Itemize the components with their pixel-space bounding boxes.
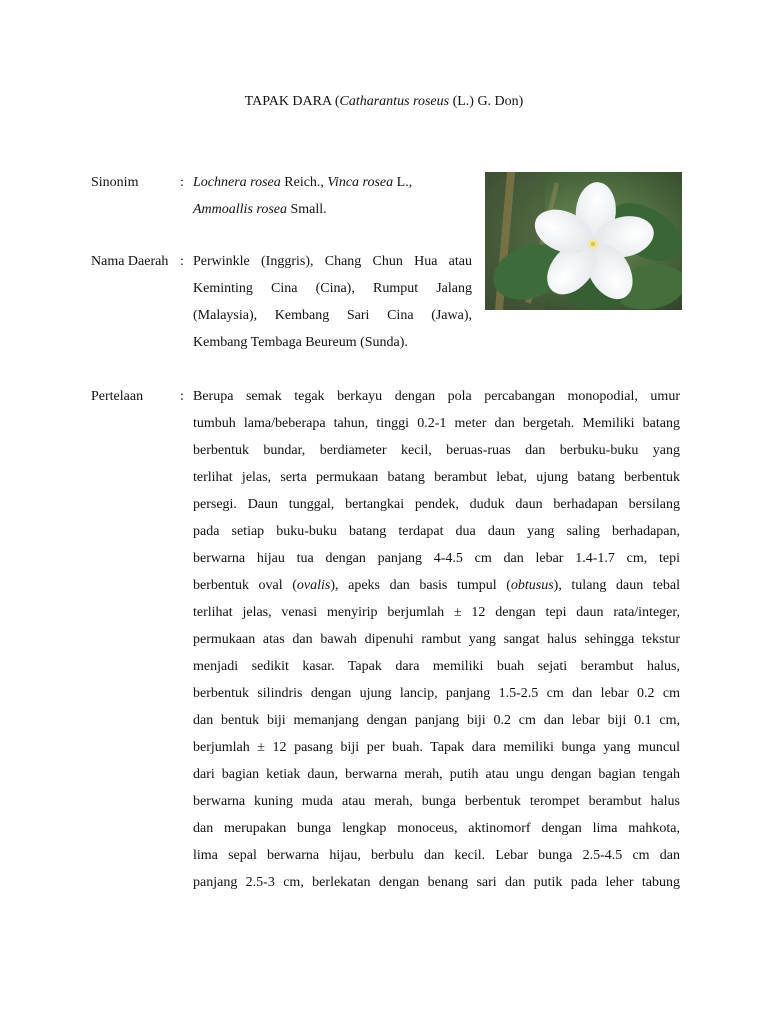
pertelaan-line: berbentuk silindris dengan ujung lancip, panjang 1.5-2.5 cm dan lebar 0.2 cm bbox=[193, 686, 680, 701]
pertelaan-line: permukaan atas dan bawah dipenuhi rambut yang sangat halus sehingga tekstur bbox=[193, 632, 680, 647]
sinonim-label: Sinonim bbox=[91, 175, 139, 190]
pertelaan-line: dari bagian ketiak daun, berwarna merah, putih atau ungu dengan bagian tengah bbox=[193, 767, 680, 782]
page-title: TAPAK DARA (Catharantus roseus (L.) G. Don) bbox=[244, 94, 524, 109]
pertelaan-line: berwarna kuning muda atau merah, bunga berbentuk terompet berambut halus bbox=[193, 794, 680, 809]
tapak-dara-flower-photo bbox=[485, 172, 682, 310]
nama-daerah-line: Perwinkle (Inggris), Chang Chun Hua atau bbox=[193, 254, 472, 269]
pertelaan-line: berjumlah ± 12 pasang biji per buah. Tapak dara memiliki bunga yang muncul bbox=[193, 740, 680, 755]
pertelaan-line: dan merupakan bunga lengkap monoceus, aktinomorf dengan lima mahkota, bbox=[193, 821, 680, 836]
nama-daerah-value bbox=[193, 248, 472, 356]
nama-daerah-colon: : bbox=[180, 254, 184, 269]
pertelaan-line: terlihat jelas, venasi menyirip berjumlah ± 12 dengan tepi daun rata/integer, bbox=[193, 605, 680, 620]
pertelaan-line: berbentuk oval (ovalis), apeks dan basis tumpul (obtusus), tulang daun tebal bbox=[193, 578, 680, 593]
flower-image bbox=[485, 172, 682, 310]
pertelaan-text bbox=[193, 383, 680, 896]
pertelaan-label: Pertelaan bbox=[91, 389, 144, 404]
nama-daerah-line: Keminting Cina (Cina), Rumput Jalang bbox=[193, 281, 472, 296]
pertelaan-line: tumbuh lama/beberapa tahun, tinggi 0.2-1 meter dan bergetah. Memiliki batang bbox=[193, 416, 680, 431]
sinonim-line-2: Ammoallis rosea Small. bbox=[193, 202, 327, 217]
sinonim-value bbox=[193, 169, 412, 223]
pertelaan-line: dan bentuk biji memanjang dengan panjang biji 0.2 cm dan lebar biji 0.1 cm, bbox=[193, 713, 680, 728]
pertelaan-line: berwarna hijau tua dengan panjang 4-4.5 cm dan lebar 1.4-1.7 cm, tepi bbox=[193, 551, 680, 566]
pertelaan-line: berbentuk bundar, berdiameter kecil, beruas-ruas dan berbuku-buku yang bbox=[193, 443, 680, 458]
pertelaan-colon: : bbox=[180, 389, 184, 404]
pertelaan-line: pada setiap buku-buku batang terdapat dua daun yang saling berhadapan, bbox=[193, 524, 680, 539]
pertelaan-line: menjadi sedikit kasar. Tapak dara memiliki buah sejati berambut halus, bbox=[193, 659, 680, 674]
pertelaan-line: terlihat jelas, serta permukaan batang berambut lebat, ujung batang berbentuk bbox=[193, 470, 680, 485]
sinonim-line-1: Lochnera rosea Reich., Vinca rosea L., bbox=[193, 175, 413, 190]
pertelaan-line: Berupa semak tegak berkayu dengan pola percabangan monopodial, umur bbox=[193, 389, 680, 404]
sinonim-colon: : bbox=[180, 175, 184, 190]
nama-daerah-line: Kembang Tembaga Beureum (Sunda). bbox=[193, 335, 408, 350]
nama-daerah-label: Nama Daerah bbox=[91, 254, 169, 269]
pertelaan-line: persegi. Daun tunggal, bertangkai pendek, duduk daun berhadapan bersilang bbox=[193, 497, 680, 512]
nama-daerah-line: (Malaysia), Kembang Sari Cina (Jawa), bbox=[193, 308, 472, 323]
pertelaan-line: panjang 2.5-3 cm, berlekatan dengan benang sari dan putik pada leher tabung bbox=[193, 875, 680, 890]
pertelaan-line: lima sepal berwarna hijau, berbulu dan kecil. Lebar bunga 2.5-4.5 cm dan bbox=[193, 848, 680, 863]
